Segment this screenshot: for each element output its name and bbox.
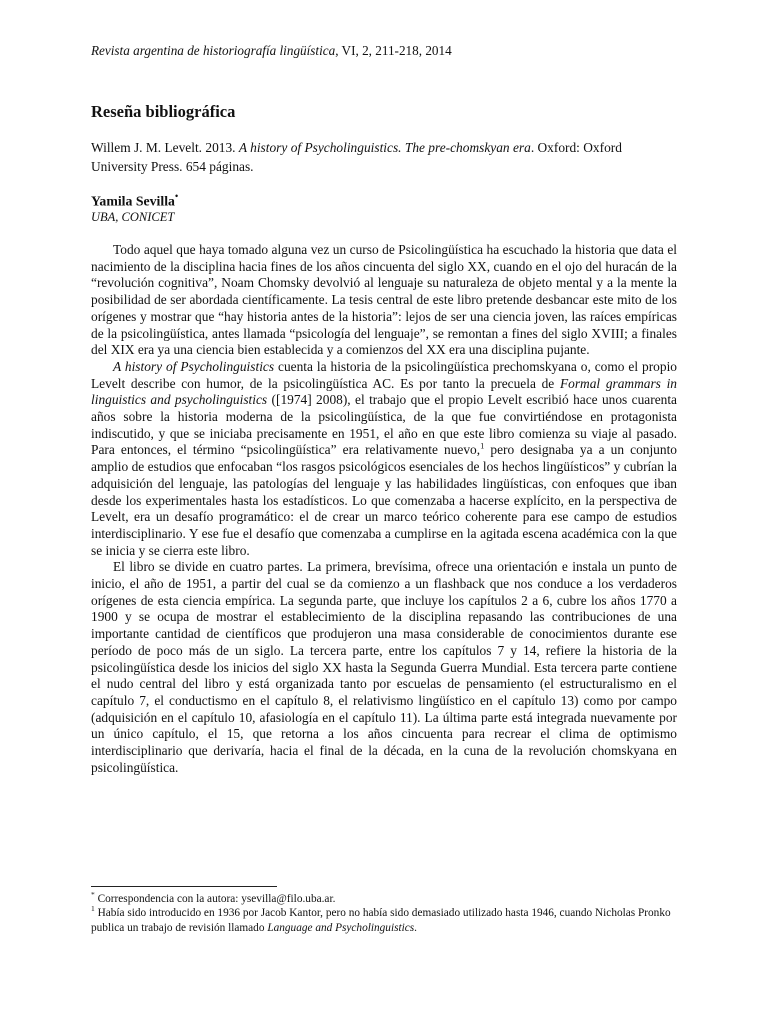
paragraph-1: Todo aquel que haya tomado alguna vez un curso de Psicolingüística ha escuchado la historia que data el nacimiento de la disciplina hacia fines de los años cincuenta del siglo XX, cuando en el ojo del huracán de la “revolución cognitiva”, Noam Chomsky devolvió al lenguaje su naturaleza de objeto mental y a la mente la posibilidad de ser abordada científicamente. La tesis central de este libro pretende desbancar este mito de los orígenes y mostrar que “hay historia antes de la historia”: lejos de ser una ciencia joven, las raíces empíricas de la psicolingüística, antes llamada “psicología del lenguaje”, se remontan a fines del siglo XVIII; a finales del XIX era ya una ciencia bien establecida y a comienzos del XX era una disciplina pujante.: [91, 242, 677, 358]
citation-publisher: . Oxford: Oxford University Press. 654 páginas.: [91, 140, 622, 174]
footnote-ref-1: 1: [480, 440, 485, 451]
footnote-1-title: Language and Psycholinguistics: [267, 921, 415, 934]
footnote-correspondence: [91, 892, 677, 906]
footnote-1: [91, 906, 677, 935]
citation-title: A history of Psycholinguistics. The pre-chomskyan era: [238, 140, 531, 155]
footnote-1-text: Había sido introducido en 1936 por Jacob Kantor, pero no había sido demasiado utilizado hasta 1946, cuando Nicholas Pronko publica un trabajo de revisión llamado: [91, 907, 671, 934]
footnotes: [91, 892, 677, 935]
journal-header: [91, 43, 452, 59]
review-body: [91, 242, 677, 777]
author-name-line: [91, 192, 178, 210]
citation-authors-year: Willem J. M. Levelt. 2013.: [91, 140, 239, 155]
author-footnote-mark: •: [174, 191, 179, 201]
section-title: Reseña bibliográfica: [91, 102, 236, 121]
book-citation: [91, 138, 677, 176]
footnote-1-end: .: [414, 921, 417, 934]
journal-details: , VI, 2, 211-218, 2014: [335, 43, 452, 58]
footnote-correspondence-text: Correspondencia con la autora: ysevilla@filo.uba.ar.: [94, 893, 336, 905]
paragraph-2-text-b: ([1974] 2008), el trabajo que el propio Levelt escribió hace unos cuarenta años sobre la historia moderna de la psicolingüística, de la que fue convirtiéndose en protagonista indiscutido, y que se iniciaba precisamente en 1951, el año en que este libro comienza su viaje al pasado. Para entonces, el término “psicolingüística” era relativamente nuevo,: [91, 392, 677, 458]
author-affiliation: UBA, CONICET: [91, 210, 175, 224]
paragraph-3: El libro se divide en cuatro partes. La primera, brevísima, ofrece una orientación e instala un punto de inicio, el año de 1951, a partir del cual se da comienzo a un flashback que nos conduce a los verdaderos orígenes de esta ciencia empírica. La segunda parte, que incluye los capítulos 2 a 6, cubre los años 1770 a 1900 y se ocupa de mostrar el establecimiento de la disciplina repasando las contribuciones de una importante cantidad de científicos que produjeron una masa considerable de conocimientos durante ese período de poco más de un siglo. La tercera parte, entre los capítulos 7 y 14, refiere la historia de la psicolingüística desde los inicios del siglo XX hasta la Segunda Guerra Mundial. Esta tercera parte contiene el nudo central del libro y está organizada tanto por escuelas de pensamiento (el estructuralismo en el capítulo 7, el conductismo en el capítulo 8, el relativismo lingüístico en el capítulo 13) como por campo (adquisición en el capítulo 10, afasiología en el capítulo 11). La última parte está integrada nuevamente por un único capítulo, el 15, que retorna a los años cincuenta para recrear el clima de optimismo interdisciplinario que derivaría, hacia el final de la década, en la cuna de la revolución chomskyana en psicolingüística.: [91, 559, 677, 775]
author-name: Yamila Sevilla: [91, 193, 175, 209]
footnote-mark-star: *: [91, 890, 95, 900]
footnote-divider: [91, 886, 277, 887]
journal-name: Revista argentina de historiografía lingüística: [91, 43, 336, 58]
paragraph-2: [91, 359, 677, 559]
paragraph-2-prior-title: Formal grammars in linguistics and psycholinguistics: [91, 375, 678, 408]
paragraph-2-book-title: A history of Psycholinguistics: [113, 358, 275, 374]
footnote-mark-1: 1: [91, 904, 95, 914]
paragraph-2-text-a: cuenta la historia de la psicolingüística prechomskyana o, como el propio Levelt describe con humor, de la psicolingüística AC. Es por tanto la precuela de: [91, 358, 677, 391]
paragraph-2-text-c: pero designaba ya a un conjunto amplio de estudios que enfocaban “los rasgos psicológicos esenciales de los hechos lingüísticos” y cubrían la adquisición del lenguaje, las patologías del lenguaje y las habilidades lingüísticas, con enfoques que iban desde los experimentales hasta los estadísticos. Lo que comenzaba a hacerse explícito, en la perspectiva de Levelt, era un desafío programático: el de crear un marco teórico coherente para ese campo de estudios interdisciplinario. Y ese fue el desafío que comenzaba a cumplirse en la agitada escena académica con la que se inicia y se cierra este libro.: [91, 442, 677, 558]
